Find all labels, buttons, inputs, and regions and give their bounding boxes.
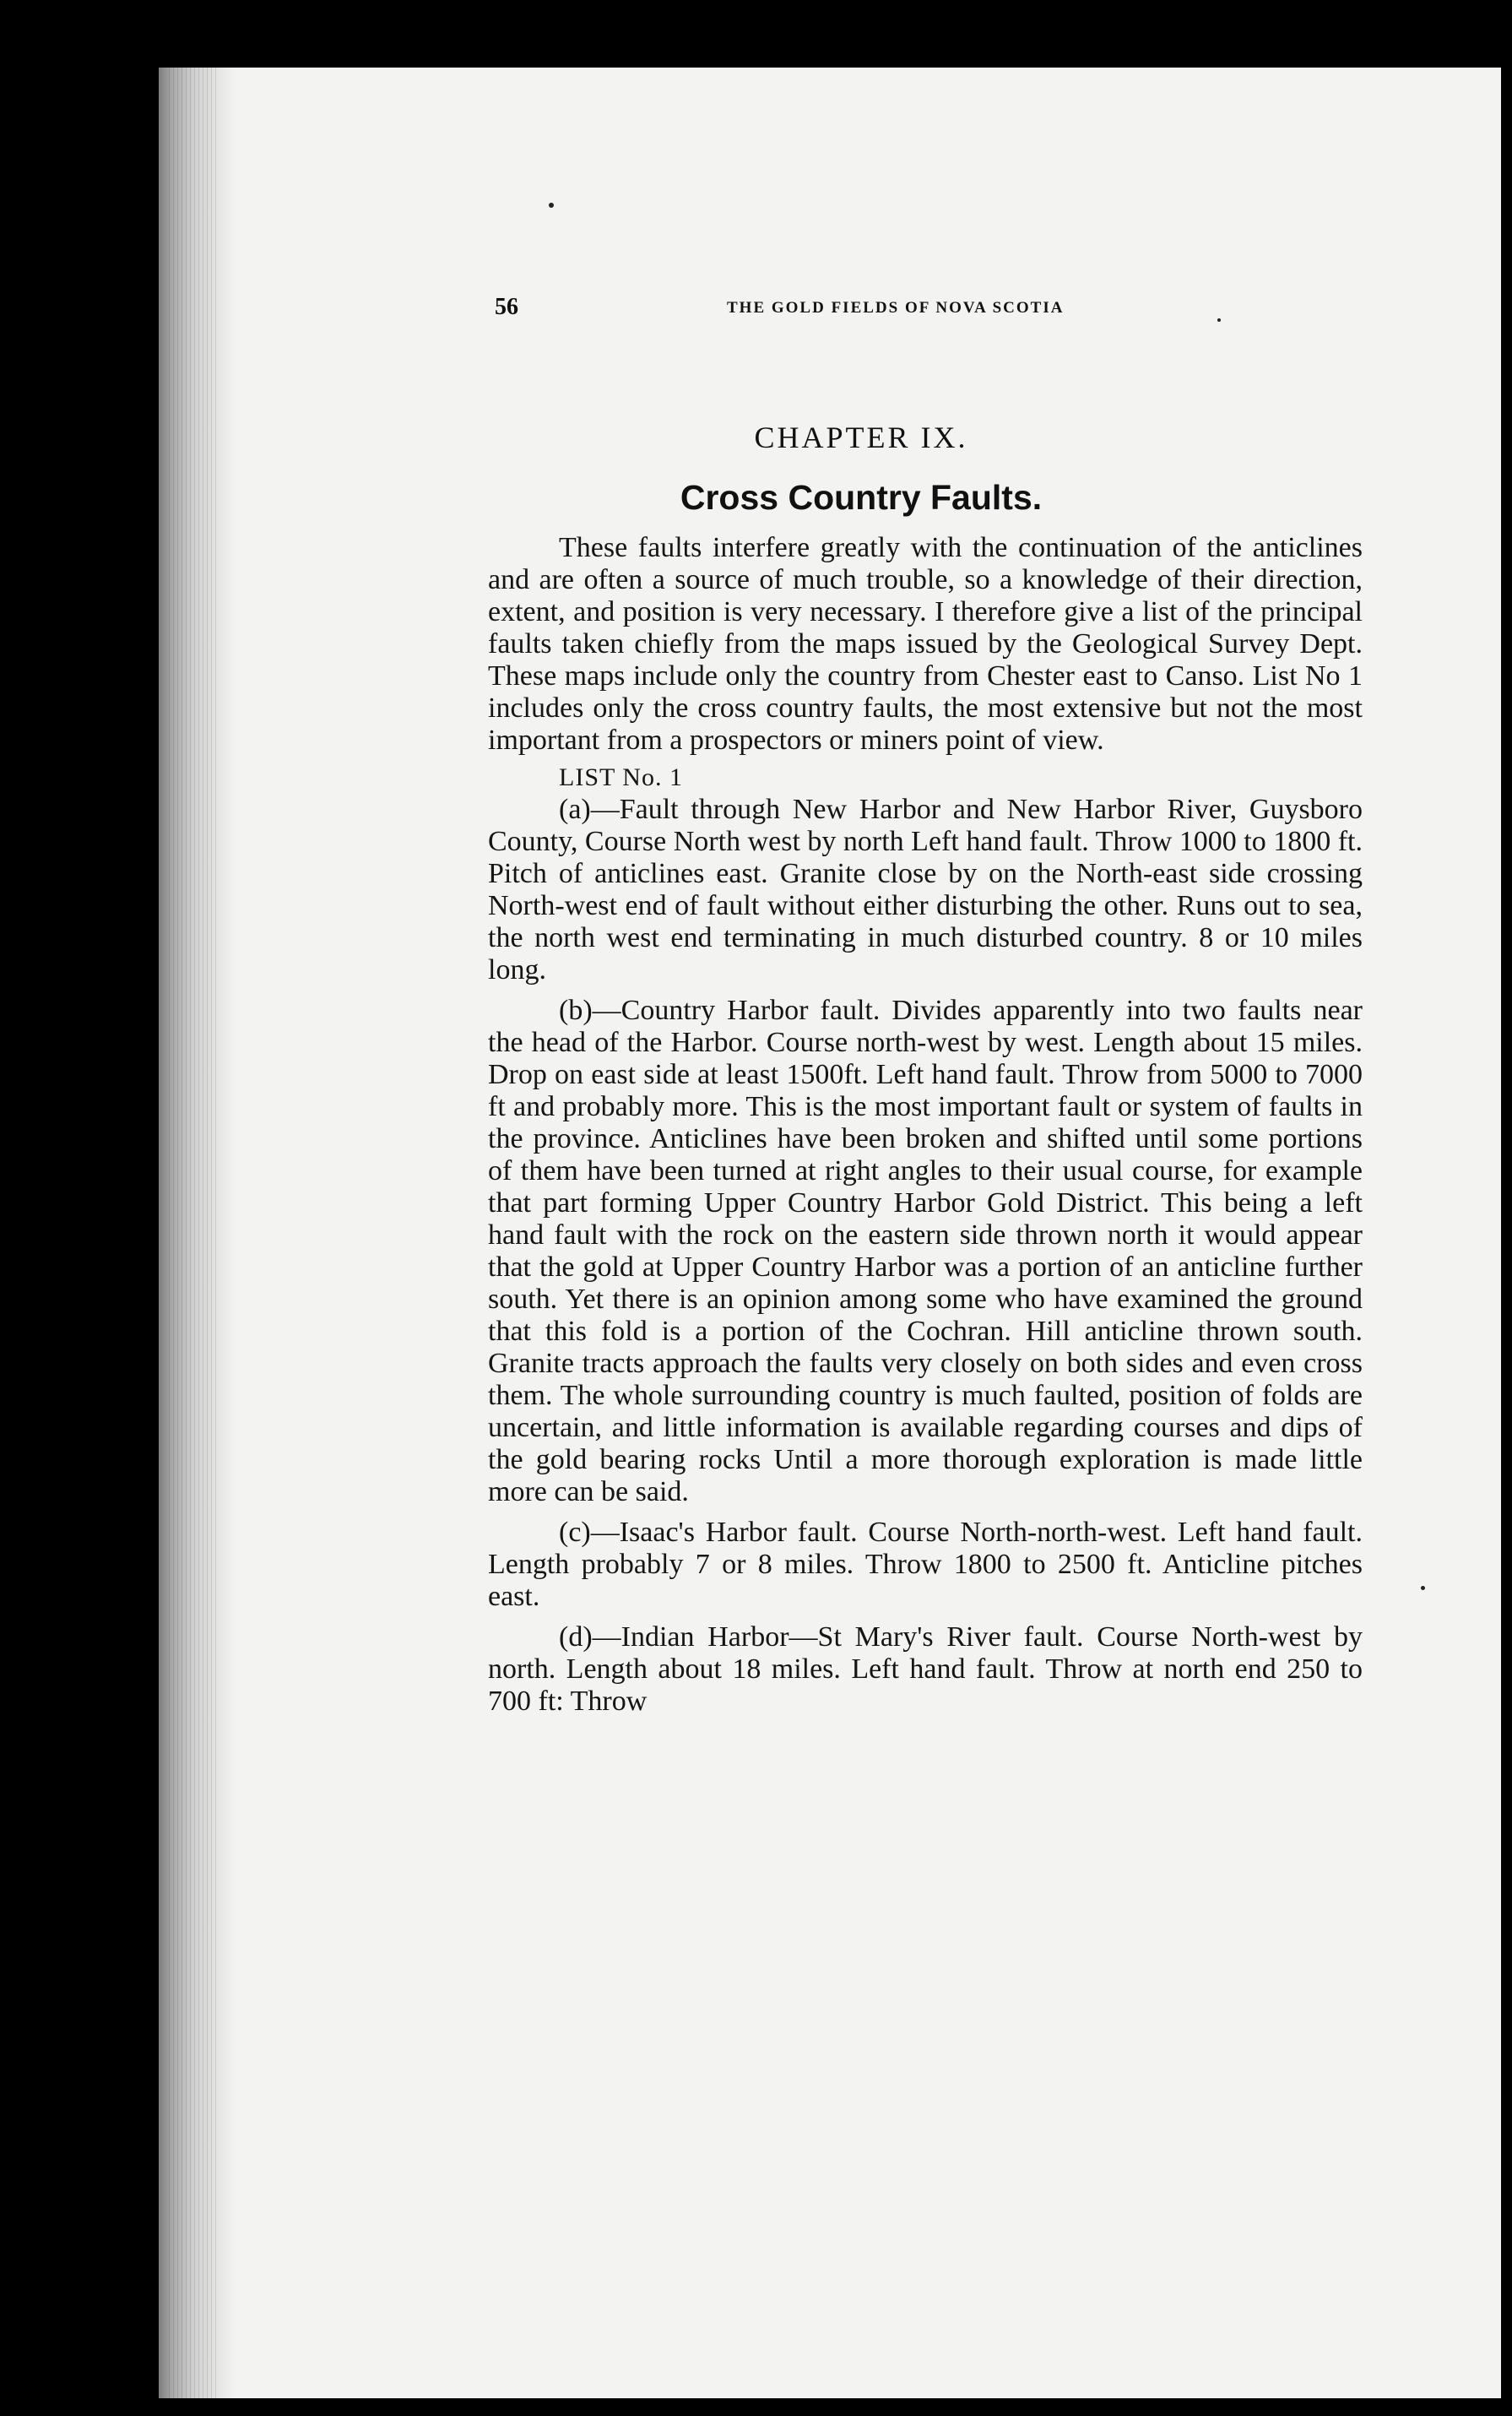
list-item-d: (d)—Indian Harbor—St Mary's River fault. Course North-west by north. Length about 18 miles. Left hand fault. Throw at north end 250 to 700 ft: Throw — [488, 1621, 1363, 1717]
list-item-c: (c)—Isaac's Harbor fault. Course North-north-west. Left hand fault. Length probably 7 or 8 miles. Throw 1800 to 2500 ft. Anticline pitches east. — [488, 1517, 1363, 1612]
scan-speck — [549, 203, 554, 208]
chapter-title: Cross Country Faults. — [680, 478, 1043, 517]
list-item-a: (a)—Fault through New Harbor and New Harbor River, Guysboro County, Course North west by north Left hand fault. Throw 1000 to 1800 ft. Pitch of anticlines east. Granite close by on the North-east side crossing North-west end of fault without either disturbing the other. Runs out to sea, the north west end terminating in much disturbed country. 8 or 10 miles long. — [488, 794, 1363, 985]
running-header — [495, 294, 1221, 328]
scan-speck — [1421, 1586, 1425, 1590]
page-number: 56 — [495, 294, 518, 320]
chapter-heading: CHAPTER IX. — [754, 421, 968, 454]
intro-paragraph: These faults interfere greatly with the continuation of the anticlines and are often a source of much trouble, so a knowledge of their direction, extent, and position is very necessary. I therefore give a list of the principal faults taken chiefly from the maps issued by the Geological Survey Dept. These maps include only the country from Chester east to Canso. List No 1 includes only the cross country faults, the most extensive but not the most important from a prospectors or miners point of view. — [488, 532, 1363, 756]
running-title: THE GOLD FIELDS OF NOVA SCOTIA — [727, 299, 1065, 317]
page-edge-texture — [169, 68, 219, 2398]
list-item-b: (b)—Country Harbor fault. Divides apparently into two faults near the head of the Harbor. Course north-west by west. Length about 15 miles. Drop on east side at least 1500ft. Left hand fault. Throw from 5000 to 7000 ft and probably more. This is the most important fault or system of faults in the province. Anticlines have been broken and shifted until some portions of them have been turned at right angles to their usual course, for example that part forming Upper Country Harbor Gold District. This being a left hand fault with the rock on the eastern side thrown north it would appear that the gold at Upper Country Harbor was a portion of an anticline further south. Yet there is an opinion among some who have examined the ground that this fold is a portion of the Cochran. Hill anticline thrown south. Granite tracts approach the faults very closely on both sides and even cross them. The whole surrounding country is much faulted, position of folds are uncertain, and little information is available regarding courses and dips of the gold bearing rocks Until a more thorough exploration is made little more can be said. — [488, 995, 1363, 1507]
body-text — [488, 532, 1363, 1726]
list-label: LIST No. 1 — [559, 763, 683, 791]
